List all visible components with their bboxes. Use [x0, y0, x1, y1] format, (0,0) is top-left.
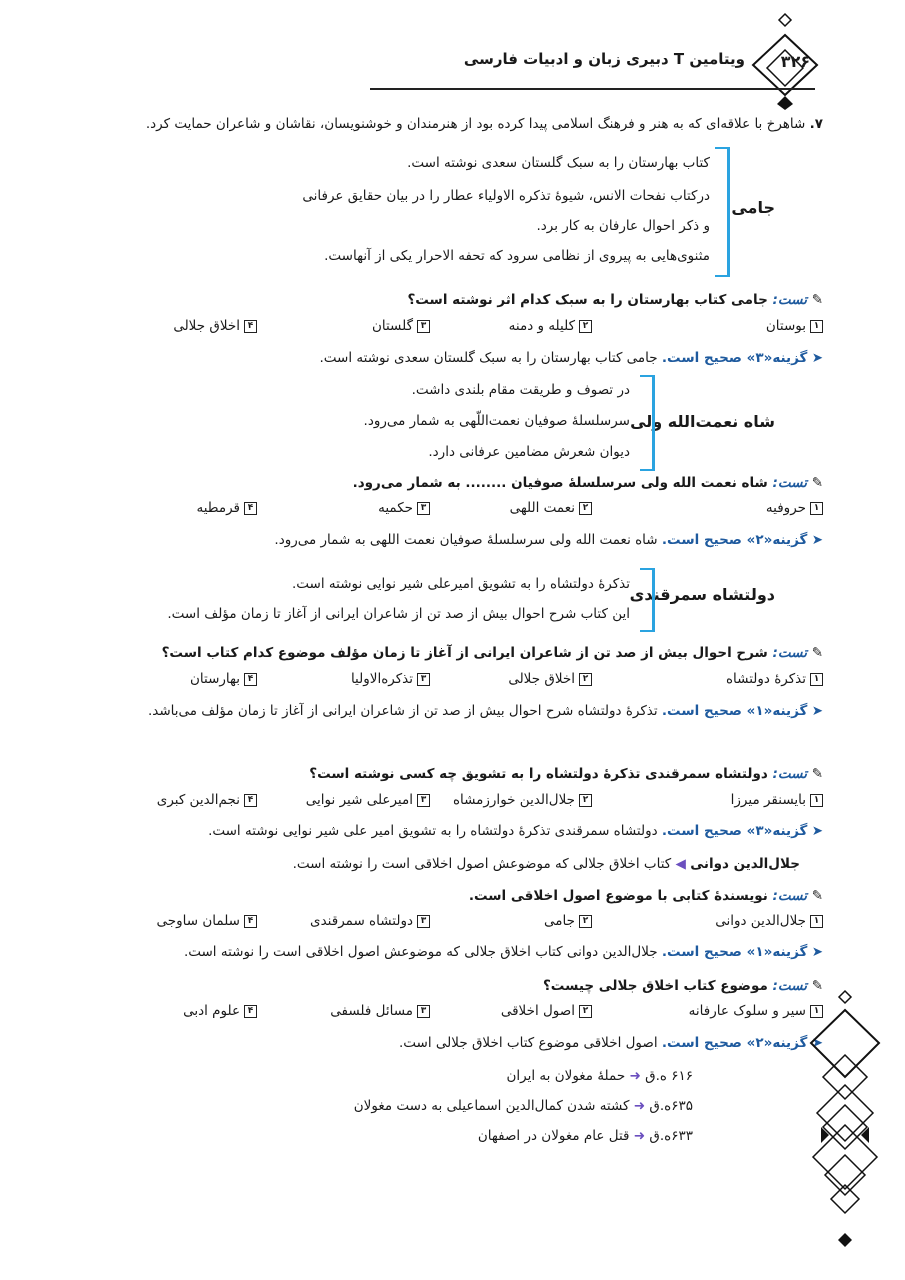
pencil-icon: ✎: [811, 475, 823, 491]
q1-option-3[interactable]: ۳گلستان: [372, 318, 430, 334]
q3-option-4[interactable]: ۴بهارستان: [190, 671, 257, 687]
q5-option-2[interactable]: ۲جامی: [544, 913, 592, 929]
q4-option-1[interactable]: ۱بایسنقر میرزا: [731, 792, 823, 808]
pencil-icon: ✎: [811, 978, 823, 994]
jami-line: مثنوی‌هایی به پیروی از نظامی سرود که تحفه الاحرار یکی از آنهاست.: [324, 248, 710, 264]
decorative-ornament: [805, 985, 885, 1250]
q5-option-4[interactable]: ۴سلمان ساوجی: [157, 913, 257, 929]
timeline-item: ۶۳۵ه.ق ➜ کشته شدن کمال‌الدین اسماعیلی به دست مغولان: [353, 1098, 693, 1114]
question-5: ✎ تست: نویسندهٔ کتابی با موضوع اصول اخلاقی است.: [468, 888, 823, 904]
pencil-icon: ✎: [811, 766, 823, 782]
question-2: ✎ تست: شاه نعمت الله ولی سرسلسلهٔ صوفیان ........ به شمار می‌رود.: [352, 475, 823, 491]
jami-line: درکتاب نفحات الانس، شیوهٔ تذکره الاولیاء عطار را در بیان حقایق عرفانی: [302, 188, 710, 204]
bracket: [640, 568, 655, 632]
q1-option-2[interactable]: ۲کلیله و دمنه: [509, 318, 592, 334]
q6-option-2[interactable]: ۲اصول اخلاقی: [501, 1003, 592, 1019]
dowlat-line: تذکرهٔ دولتشاه را به تشویق امیرعلی شیر نوایی نوشته است.: [292, 576, 630, 592]
q1-answer: ➤ گزینه«۳» صحیح است. جامی کتاب بهارستان را به سبک گلستان سعدی نوشته است.: [319, 350, 823, 366]
jami-line: کتاب بهارستان را به سبک گلستان سعدی نوشته است.: [407, 155, 710, 171]
q2-option-3[interactable]: ۳حکمیه: [378, 500, 430, 516]
topic-jami: جامی: [731, 198, 775, 217]
q2-answer: ➤ گزینه«۲» صحیح است. شاه نعمت الله ولی سرسلسلهٔ صوفیان نعمت اللهی به شمار می‌رود.: [274, 532, 823, 548]
question-4: ✎ تست: دولتشاه سمرقندی تذکرهٔ دولتشاه را به تشویق چه کسی نوشته است؟: [309, 766, 823, 782]
q3-option-2[interactable]: ۲اخلاق جلالی: [508, 671, 592, 687]
q2-option-2[interactable]: ۲نعمت اللهی: [510, 500, 592, 516]
arrow-icon: ➜: [629, 1068, 641, 1084]
timeline-item: ۶۱۶ ه.ق ➜ حملهٔ مغولان به ایران: [506, 1068, 693, 1084]
topic-dowlatshah: دولتشاه سمرقندی: [629, 585, 775, 604]
topic-shah: شاه نعمت‌الله ولی: [630, 412, 775, 431]
q6-option-3[interactable]: ۳مسائل فلسفی: [330, 1003, 430, 1019]
q4-option-2[interactable]: ۲جلال‌الدین خوارزمشاه: [453, 792, 592, 808]
bracket: [640, 375, 655, 471]
pencil-icon: ✎: [811, 888, 823, 904]
q2-option-1[interactable]: ۱حروفیه: [766, 500, 823, 516]
header-rule: [370, 88, 815, 90]
shah-line: در تصوف و طریقت مقام بلندی داشت.: [411, 382, 630, 398]
q3-answer: ➤ گزینه«۱» صحیح است. تذکرهٔ دولتشاه شرح احوال بیش از صد تن از شاعران ایرانی از آغاز تا زمان مؤلف می‌باشد.: [147, 703, 823, 719]
jalal-line: جلال‌الدین دوانی ◀ کتاب اخلاق جلالی که موضوعش اصول اخلاقی است را نوشته است.: [292, 856, 800, 872]
question-3: ✎ تست: شرح احوال بیش از صد تن از شاعران ایرانی از آغاز تا زمان مؤلف موضوع کدام کتاب است؟: [161, 645, 823, 661]
q3-option-3[interactable]: ۳تذکره‌الاولیا: [351, 671, 430, 687]
pencil-icon: ✎: [811, 292, 823, 308]
q6-answer: ➤ گزینه«۲» صحیح است. اصول اخلاقی موضوع کتاب اخلاق جلالی است.: [399, 1035, 823, 1051]
page-number: ۳۲۶: [780, 52, 810, 71]
intro-paragraph: ۷. شاهرخ با علاقه‌ای که به هنر و فرهنگ اسلامی پیدا کرده بود از هنرمندان و خوشنویسان، نقاشان و شاعران حمایت کرد.: [145, 116, 823, 132]
q6-option-1[interactable]: ۱سیر و سلوک عارفانه: [689, 1003, 823, 1019]
q1-option-4[interactable]: ۴اخلاق جلالی: [173, 318, 257, 334]
bracket: [715, 147, 730, 277]
q5-option-1[interactable]: ۱جلال‌الدین دوانی: [715, 913, 823, 929]
header-title: ویتامین T دبیری زبان و ادبیات فارسی: [463, 50, 745, 68]
jami-line: و ذکر احوال عارفان به کار برد.: [536, 218, 710, 234]
intro-number: ۷.: [809, 116, 823, 132]
q4-option-3[interactable]: ۳امیرعلی شیر نوایی: [306, 792, 430, 808]
q2-option-4[interactable]: ۴قرمطیه: [196, 500, 257, 516]
q1-option-1[interactable]: ۱بوستان: [766, 318, 823, 334]
q4-option-4[interactable]: ۴نجم‌الدین کبری: [157, 792, 257, 808]
arrow-icon: ➜: [633, 1098, 646, 1114]
q5-answer: ➤ گزینه«۱» صحیح است. جلال‌الدین دوانی کتاب اخلاق جلالی که موضوعش اصول اخلاقی است را نوشته است.: [183, 944, 823, 960]
pencil-icon: ✎: [811, 645, 823, 661]
dowlat-line: این کتاب شرح احوال بیش از صد تن از شاعران ایرانی از آغاز تا زمان مؤلف است.: [167, 606, 630, 622]
q6-option-4[interactable]: ۴علوم ادبی: [183, 1003, 257, 1019]
arrow-icon: ◀: [675, 856, 686, 872]
q5-option-3[interactable]: ۳دولتشاه سمرقندی: [310, 913, 430, 929]
q3-option-1[interactable]: ۱تذکرهٔ دولتشاه: [726, 671, 823, 687]
q4-answer: ➤ گزینه«۳» صحیح است. دولتشاه سمرقندی تذکرهٔ دولتشاه را به تشویق امیر علی شیر نوایی نوشته است.: [208, 823, 823, 839]
shah-line: دیوان شعرش مضامین عرفانی دارد.: [428, 444, 630, 460]
answer-arrow-icon: ➤: [811, 350, 823, 366]
question-6: ✎ تست: موضوع کتاب اخلاق جلالی چیست؟: [542, 978, 823, 994]
timeline-item: ۶۳۳ه.ق ➜ قتل عام مغولان در اصفهان: [477, 1128, 693, 1144]
question-1: ✎ تست: جامی کتاب بهارستان را به سبک کدام اثر نوشته است؟: [407, 292, 823, 308]
arrow-icon: ➜: [633, 1128, 646, 1144]
shah-line: سرسلسلهٔ صوفیان نعمت‌اللّهی به شمار می‌رود.: [363, 413, 630, 429]
